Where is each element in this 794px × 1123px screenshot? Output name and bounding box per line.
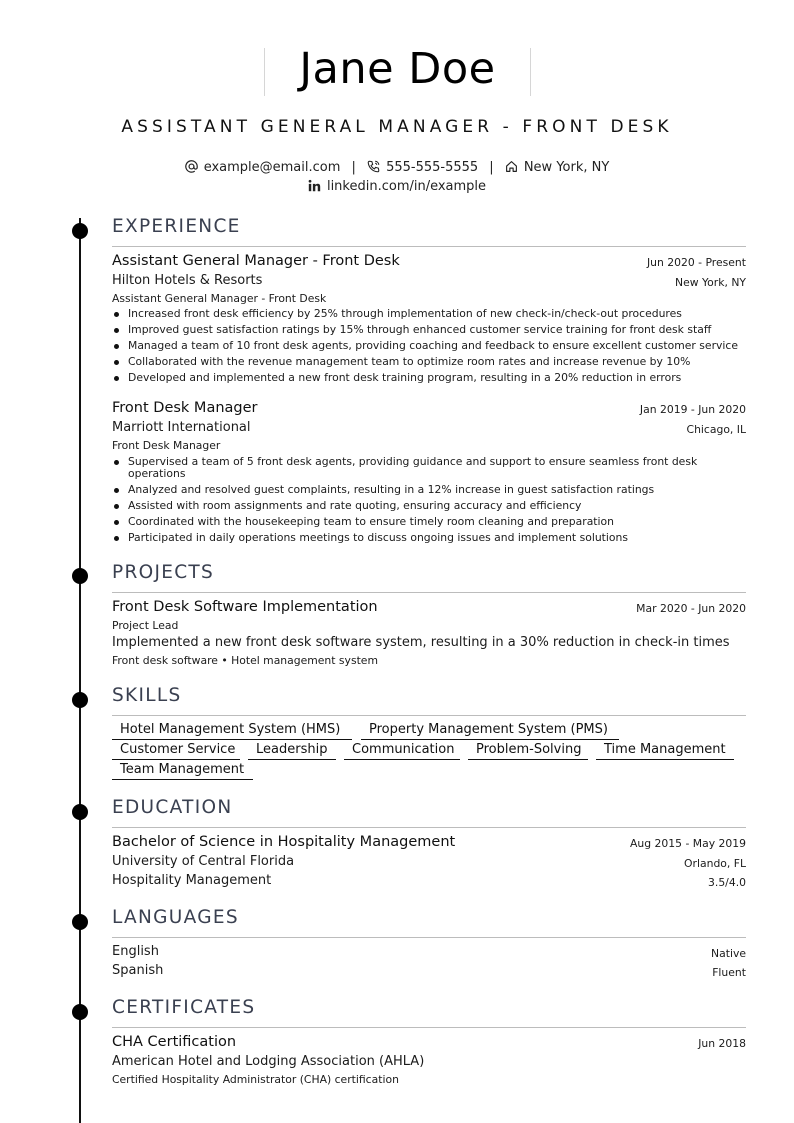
- skill-chip: Customer Service: [112, 742, 240, 760]
- job-role: Assistant General Manager - Front Desk: [112, 292, 327, 305]
- education-dates: Aug 2015 - May 2019: [630, 837, 746, 850]
- job-location: New York, NY: [675, 276, 746, 289]
- bullet-item: Analyzed and resolved guest complaints, resulting in a 12% increase in guest satisfaction ratings: [114, 484, 744, 496]
- company-name: Marriott International: [112, 420, 251, 435]
- skill-chip: Time Management: [596, 742, 734, 760]
- phone-number[interactable]: 555-555-5555: [386, 160, 479, 175]
- bullet-item: Increased front desk efficiency by 25% through implementation of new check-in/check-out procedures: [114, 308, 744, 320]
- education-heading: EDUCATION: [112, 797, 233, 818]
- skill-chip: Leadership: [248, 742, 336, 760]
- school-name: University of Central Florida: [112, 854, 295, 869]
- languages-heading: LANGUAGES: [112, 907, 239, 928]
- language-level: Fluent: [712, 966, 746, 979]
- section-divider: [112, 715, 746, 716]
- bullet-dot: [114, 360, 119, 365]
- name-frame: [264, 44, 531, 96]
- bullet-dot: [114, 536, 119, 541]
- skill-chip: Problem-Solving: [468, 742, 588, 760]
- section-divider: [112, 246, 746, 247]
- candidate-name: Jane Doe: [299, 44, 496, 94]
- project-keywords: Front desk software • Hotel management system: [112, 654, 378, 667]
- timeline-dot: [72, 692, 88, 708]
- field-of-study: Hospitality Management: [112, 873, 272, 888]
- contact-row-2: [0, 179, 794, 194]
- language-name: English: [112, 944, 159, 959]
- separator: |: [489, 160, 494, 175]
- bullet-item: Developed and implemented a new front desk training program, resulting in a 20% reduction in errors: [114, 372, 744, 384]
- bullet-dot: [114, 376, 119, 381]
- skill-chip: Team Management: [112, 762, 253, 780]
- certificate-issuer: American Hotel and Lodging Association (AHLA): [112, 1054, 425, 1069]
- bullet-item: Participated in daily operations meetings to discuss ongoing issues and implement solutions: [114, 532, 744, 544]
- timeline-dot: [72, 1004, 88, 1020]
- section-divider: [112, 592, 746, 593]
- email-link[interactable]: example@email.com: [203, 160, 341, 175]
- linkedin-icon: [308, 179, 321, 192]
- bullet-dot: [114, 520, 119, 525]
- experience-heading: EXPERIENCE: [112, 216, 241, 237]
- section-divider: [112, 937, 746, 938]
- language-name: Spanish: [112, 963, 164, 978]
- job-title: Assistant General Manager - Front Desk: [112, 253, 400, 269]
- timeline-dot: [72, 568, 88, 584]
- timeline-dot: [72, 804, 88, 820]
- bullet-item: Supervised a team of 5 front desk agents, providing guidance and support to ensure seamless front desk operations: [114, 456, 714, 480]
- skill-chip: Property Management System (PMS): [361, 722, 619, 740]
- project-description: Implemented a new front desk software system, resulting in a 30% reduction in check-in times: [112, 635, 730, 650]
- language-level: Native: [711, 947, 746, 960]
- bullet-item: Improved guest satisfaction ratings by 15% through enhanced customer service training for front desk staff: [114, 324, 744, 336]
- bullet-dot: [114, 328, 119, 333]
- job-role: Front Desk Manager: [112, 439, 221, 452]
- bullet-dot: [114, 312, 119, 317]
- timeline-dot: [72, 914, 88, 930]
- phone-icon: [367, 160, 380, 173]
- bullet-dot: [114, 460, 119, 465]
- job-title: Front Desk Manager: [112, 400, 258, 416]
- contact-row: [0, 160, 794, 175]
- job-location: Chicago, IL: [686, 423, 746, 436]
- project-title: Front Desk Software Implementation: [112, 599, 378, 615]
- home-icon: [505, 160, 518, 173]
- linkedin-link[interactable]: linkedin.com/in/example: [326, 179, 487, 194]
- certificate-date: Jun 2018: [698, 1037, 746, 1050]
- separator: |: [351, 160, 356, 175]
- job-dates: Jan 2019 - Jun 2020: [639, 403, 746, 416]
- skill-chip: Communication: [344, 742, 460, 760]
- timeline-dot: [72, 223, 88, 239]
- certificate-title: CHA Certification: [112, 1034, 237, 1050]
- bullet-item: Managed a team of 10 front desk agents, providing coaching and feedback to ensure excellent customer service: [114, 340, 744, 352]
- timeline-line: [79, 218, 81, 1123]
- bullet-dot: [114, 504, 119, 509]
- skills-heading: SKILLS: [112, 685, 182, 706]
- bullet-dot: [114, 344, 119, 349]
- bullet-item: Assisted with room assignments and rate quoting, ensuring accuracy and efficiency: [114, 500, 744, 512]
- bullet-item: Collaborated with the revenue management team to optimize room rates and increase revenue by 10%: [114, 356, 744, 368]
- company-name: Hilton Hotels & Resorts: [112, 273, 263, 288]
- project-role: Project Lead: [112, 619, 179, 632]
- location: New York, NY: [523, 160, 610, 175]
- gpa: 3.5/4.0: [708, 876, 746, 889]
- section-divider: [112, 827, 746, 828]
- bullet-dot: [114, 488, 119, 493]
- projects-heading: PROJECTS: [112, 562, 215, 583]
- project-dates: Mar 2020 - Jun 2020: [636, 602, 746, 615]
- skill-chip: Hotel Management System (HMS): [112, 722, 352, 740]
- school-location: Orlando, FL: [684, 857, 746, 870]
- certificates-heading: CERTIFICATES: [112, 997, 256, 1018]
- bullet-item: Coordinated with the housekeeping team to ensure timely room cleaning and preparation: [114, 516, 744, 528]
- headline: ASSISTANT GENERAL MANAGER - FRONT DESK: [121, 117, 673, 137]
- degree: Bachelor of Science in Hospitality Management: [112, 834, 456, 850]
- at-icon: [185, 160, 198, 173]
- certificate-description: Certified Hospitality Administrator (CHA) certification: [112, 1073, 399, 1086]
- job-dates: Jun 2020 - Present: [646, 256, 746, 269]
- section-divider: [112, 1027, 746, 1028]
